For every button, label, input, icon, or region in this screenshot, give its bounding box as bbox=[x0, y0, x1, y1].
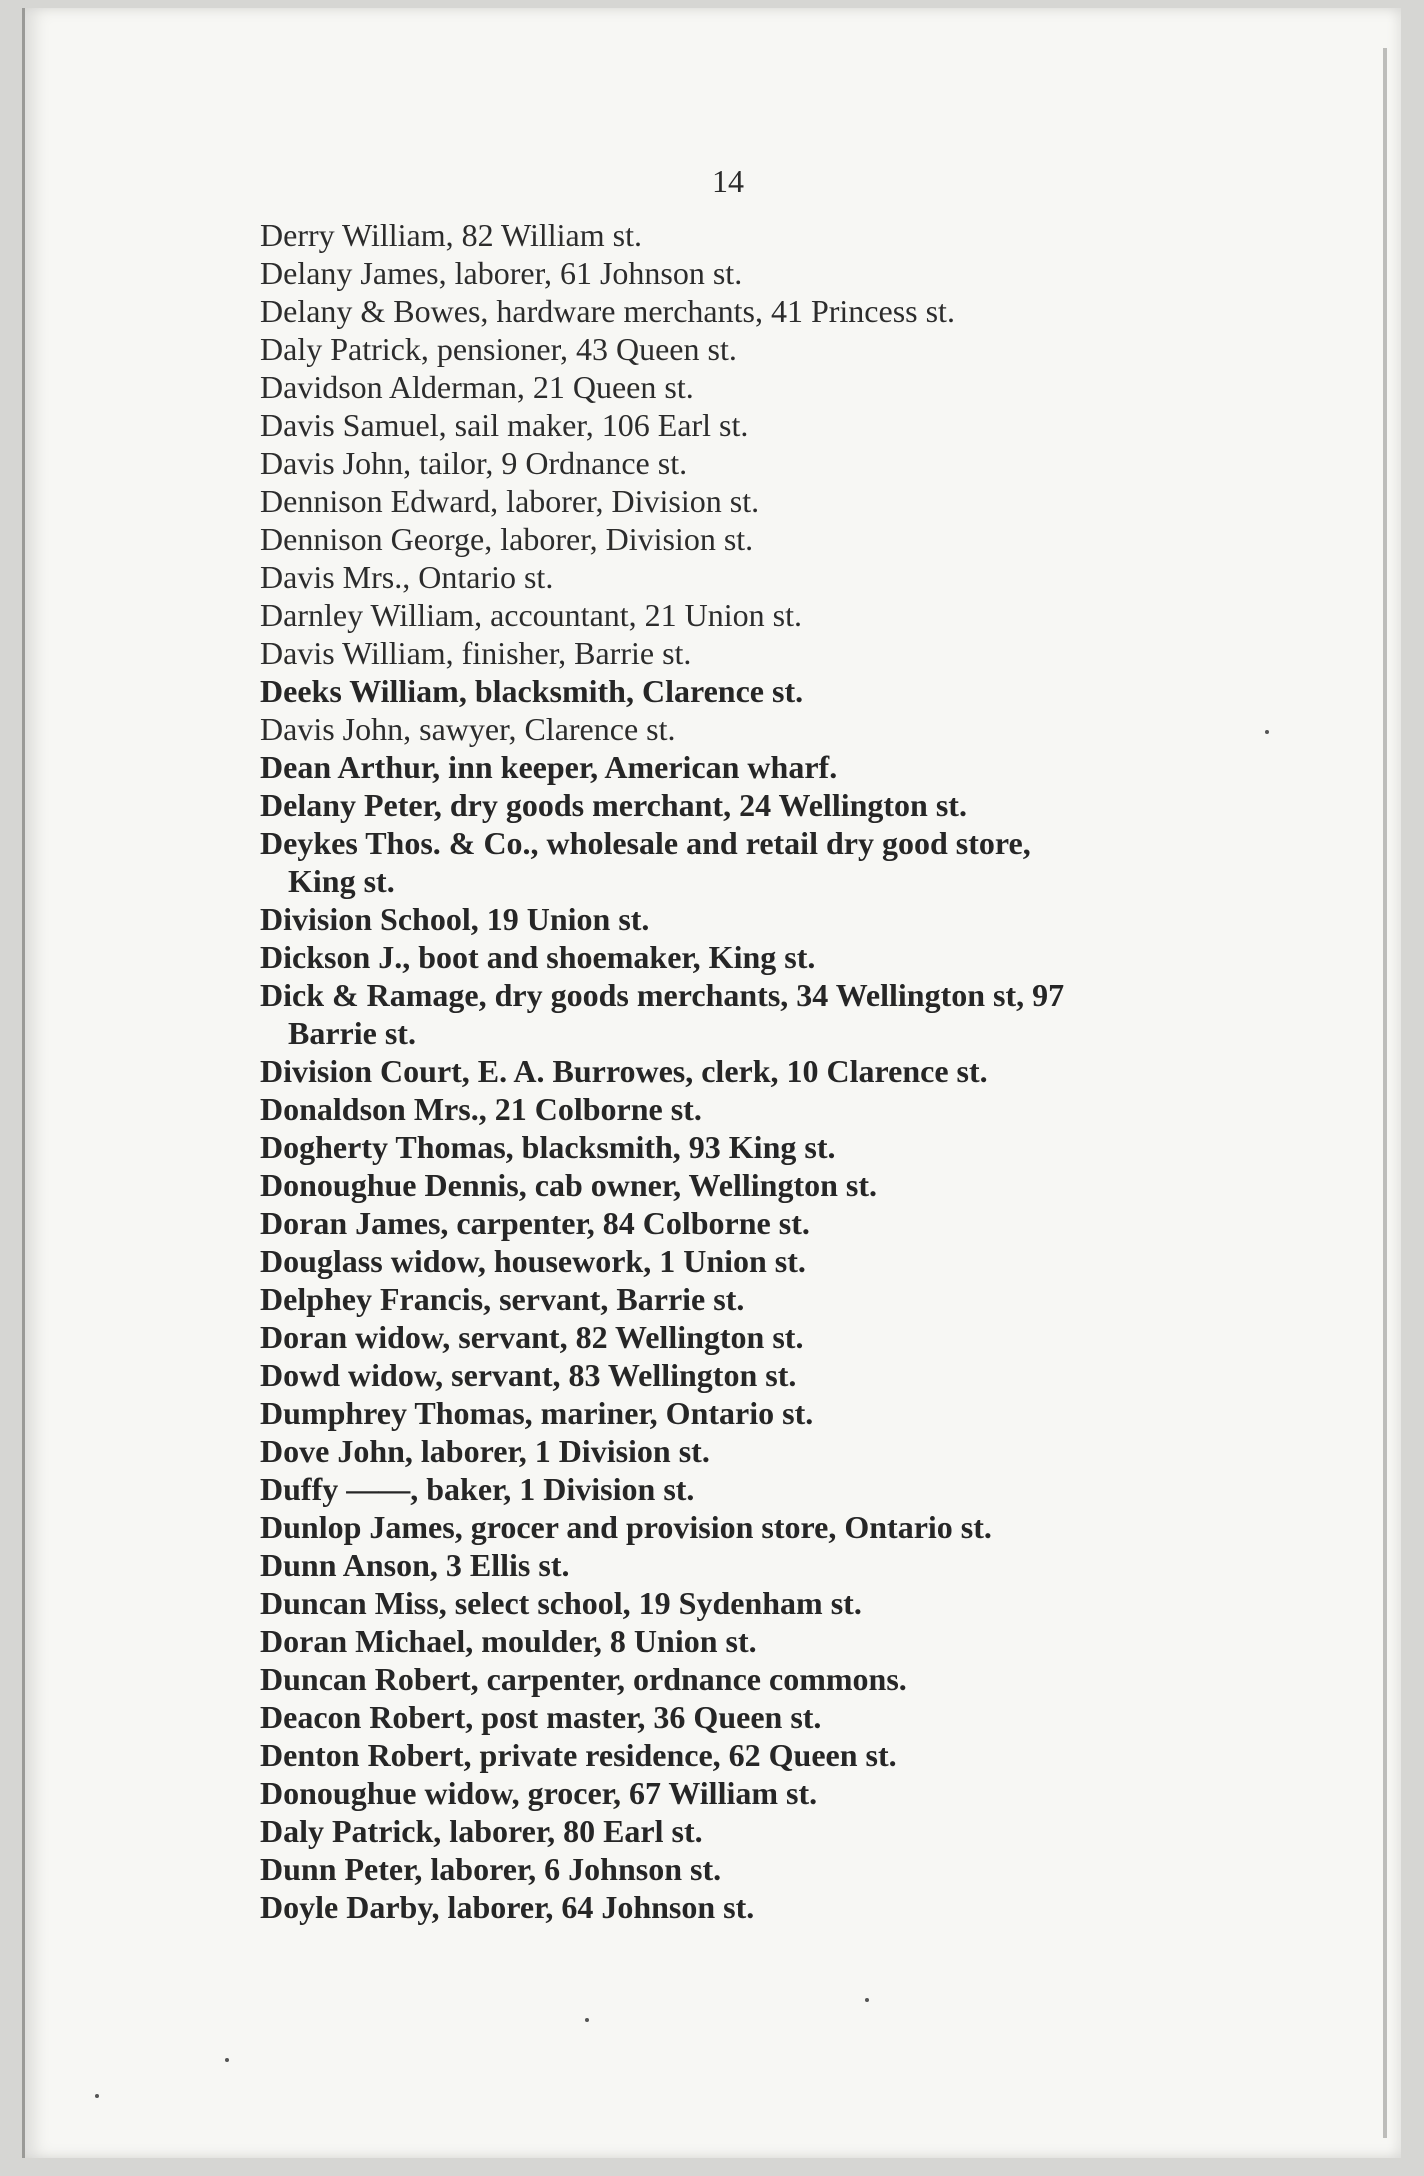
directory-entry: Davis John, sawyer, Clarence st. bbox=[260, 711, 676, 747]
directory-entry: Davis Mrs., Ontario st. bbox=[260, 559, 554, 595]
directory-entry: Delany James, laborer, 61 Johnson st. bbox=[260, 255, 743, 291]
directory-entries bbox=[260, 216, 1270, 2006]
directory-entry: Dunn Anson, 3 Ellis st. bbox=[260, 1547, 570, 1583]
directory-entry: Daly Patrick, laborer, 80 Earl st. bbox=[260, 1813, 703, 1849]
directory-entry: Darnley William, accountant, 21 Union st. bbox=[260, 597, 802, 633]
directory-entry: Davis Samuel, sail maker, 106 Earl st. bbox=[260, 407, 749, 443]
directory-entry: Deeks William, blacksmith, Clarence st. bbox=[260, 673, 804, 709]
paper-speck bbox=[225, 2058, 229, 2062]
directory-entry: Duncan Robert, carpenter, ordnance commons. bbox=[260, 1661, 907, 1697]
directory-entry: Deacon Robert, post master, 36 Queen st. bbox=[260, 1699, 822, 1735]
directory-entry-continued: King st. bbox=[288, 863, 395, 899]
directory-entry: Derry William, 82 William st. bbox=[260, 217, 642, 253]
directory-entry: Dennison George, laborer, Division st. bbox=[260, 521, 754, 557]
directory-page bbox=[22, 8, 1401, 2158]
page-edge bbox=[1383, 48, 1387, 2138]
directory-entry: Doran widow, servant, 82 Wellington st. bbox=[260, 1319, 804, 1355]
directory-entry: Division Court, E. A. Burrowes, clerk, 10 Clarence st. bbox=[260, 1053, 988, 1089]
directory-entry: Donoughue Dennis, cab owner, Wellington st. bbox=[260, 1167, 878, 1203]
directory-entry: Davis William, finisher, Barrie st. bbox=[260, 635, 692, 671]
directory-entry: Dennison Edward, laborer, Division st. bbox=[260, 483, 760, 519]
directory-entry: Dean Arthur, inn keeper, American wharf. bbox=[260, 749, 838, 785]
directory-entry: Dove John, laborer, 1 Division st. bbox=[260, 1433, 710, 1469]
directory-entry: Donoughue widow, grocer, 67 William st. bbox=[260, 1775, 818, 1811]
directory-entry: Doyle Darby, laborer, 64 Johnson st. bbox=[260, 1889, 755, 1925]
paper-speck bbox=[95, 2094, 99, 2098]
directory-entry: Davis John, tailor, 9 Ordnance st. bbox=[260, 445, 688, 481]
directory-entry: Dunn Peter, laborer, 6 Johnson st. bbox=[260, 1851, 722, 1887]
directory-entry: Duffy ——, baker, 1 Division st. bbox=[260, 1471, 695, 1507]
directory-entry: Daly Patrick, pensioner, 43 Queen st. bbox=[260, 331, 737, 367]
directory-entry: Dunlop James, grocer and provision store, Ontario st. bbox=[260, 1509, 992, 1545]
directory-entry: Dowd widow, servant, 83 Wellington st. bbox=[260, 1357, 797, 1393]
directory-entry: Donaldson Mrs., 21 Colborne st. bbox=[260, 1091, 702, 1127]
directory-entry: Division School, 19 Union st. bbox=[260, 901, 650, 937]
directory-entry: Denton Robert, private residence, 62 Queen st. bbox=[260, 1737, 897, 1773]
paper-speck bbox=[585, 2018, 589, 2022]
page-number: 14 bbox=[712, 163, 744, 199]
directory-entry: Delphey Francis, servant, Barrie st. bbox=[260, 1281, 745, 1317]
directory-entry: Delany Peter, dry goods merchant, 24 Wellington st. bbox=[260, 787, 967, 823]
directory-entry: Duncan Miss, select school, 19 Sydenham st. bbox=[260, 1585, 862, 1621]
directory-entry: Delany & Bowes, hardware merchants, 41 Princess st. bbox=[260, 293, 955, 329]
directory-entry: Doran James, carpenter, 84 Colborne st. bbox=[260, 1205, 810, 1241]
directory-entry: Doran Michael, moulder, 8 Union st. bbox=[260, 1623, 757, 1659]
directory-entry: Dickson J., boot and shoemaker, King st. bbox=[260, 939, 816, 975]
directory-entry: Dumphrey Thomas, mariner, Ontario st. bbox=[260, 1395, 814, 1431]
directory-entry: Dogherty Thomas, blacksmith, 93 King st. bbox=[260, 1129, 836, 1165]
directory-entry: Deykes Thos. & Co., wholesale and retail dry good store, bbox=[260, 825, 1031, 861]
directory-entry: Douglass widow, housework, 1 Union st. bbox=[260, 1243, 806, 1279]
directory-entry-continued: Barrie st. bbox=[288, 1015, 416, 1051]
directory-entry: Davidson Alderman, 21 Queen st. bbox=[260, 369, 694, 405]
paper-speck bbox=[1265, 730, 1269, 734]
paper-speck bbox=[865, 1998, 869, 2002]
directory-entry: Dick & Ramage, dry goods merchants, 34 Wellington st, 97 bbox=[260, 977, 1065, 1013]
